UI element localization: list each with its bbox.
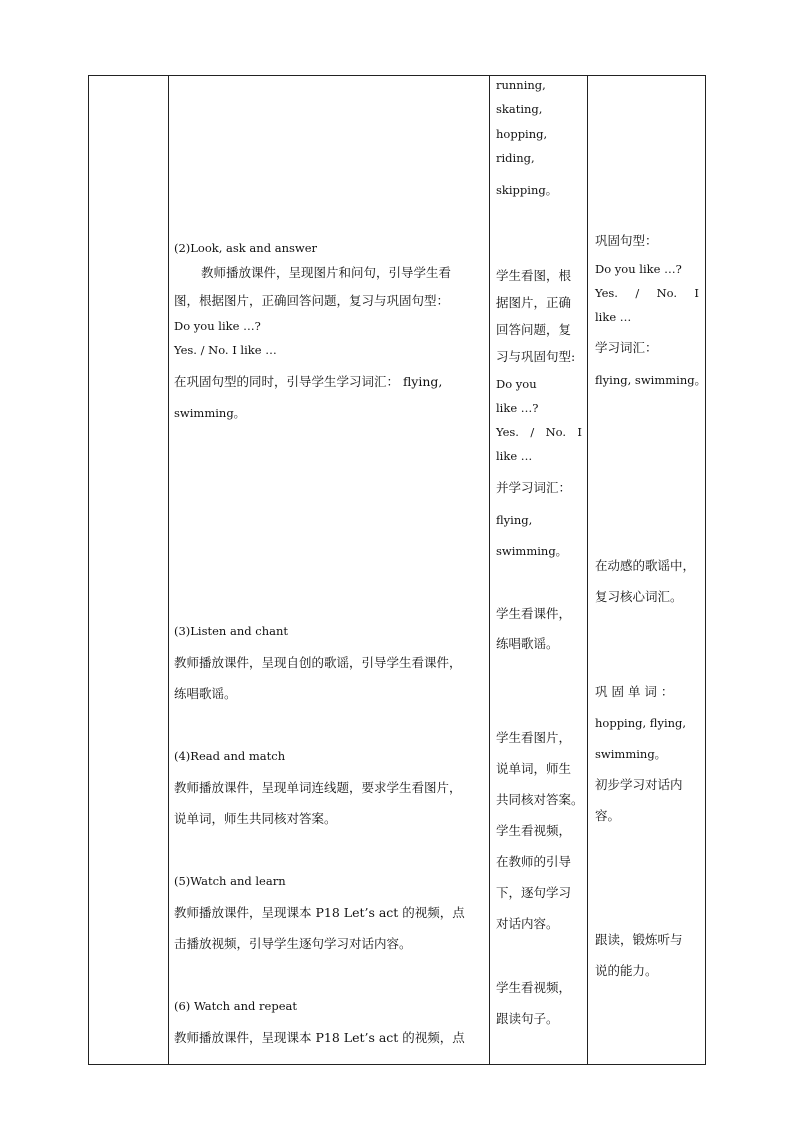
word: No. xyxy=(656,286,678,300)
text-line: 共同核对答案。 xyxy=(496,792,584,807)
text-line: 初步学习对话内 xyxy=(595,777,683,792)
text-line: swimming。 xyxy=(496,544,568,558)
word: I xyxy=(577,425,582,439)
text-line: 教师播放课件，呈现自创的歌谣，引导学生看课件， xyxy=(174,655,462,670)
text-line: 教师播放课件，呈现课本 P18 Let’s act 的视频，点 xyxy=(174,1030,465,1045)
text-line: like … xyxy=(595,310,632,324)
text-line: Yes. / No. I like … xyxy=(174,343,277,357)
text-line: 据图片，正确 xyxy=(496,295,572,310)
text-line: 对话内容。 xyxy=(496,916,559,931)
text-line: 学习词汇： xyxy=(595,340,658,355)
text-line: 练唱歌谣。 xyxy=(496,636,559,651)
section-title: (4)Read and match xyxy=(174,749,286,763)
text-line: 下，逐句学习 xyxy=(496,885,572,900)
word: / xyxy=(635,286,640,300)
text-line: hopping, flying, xyxy=(595,716,687,730)
text-line: 习与巩固句型: xyxy=(496,349,576,364)
text-line: Do you like …? xyxy=(595,262,682,276)
text-line: 在教师的引导 xyxy=(496,854,572,869)
text-line: like … xyxy=(496,449,533,463)
text-line: 教师播放课件，呈现单词连线题，要求学生看图片， xyxy=(174,780,462,795)
text-line: swimming。 xyxy=(174,406,246,420)
word: Yes. xyxy=(595,286,618,300)
text-line: 说单词，师生 xyxy=(496,761,572,776)
text-line: 说的能力。 xyxy=(595,963,658,978)
text-line: 学生看图片， xyxy=(496,730,572,745)
text-line: 图，根据图片，正确回答问题，复习与巩固句型： xyxy=(174,293,450,308)
text-line: flying, swimming。 xyxy=(595,373,707,387)
text-line: 教师播放课件，呈现课本 P18 Let’s act 的视频，点 xyxy=(174,905,465,920)
column-divider xyxy=(489,76,490,1064)
text-line: 学生看视频， xyxy=(496,823,572,838)
text-line: 回答问题，复 xyxy=(496,322,572,337)
text-line: 跟读，锻炼听与 xyxy=(595,932,683,947)
word: / xyxy=(530,425,535,439)
vocab-word: hopping, xyxy=(496,127,548,141)
text-line: 在动感的歌谣中， xyxy=(595,558,696,573)
section-title: (5)Watch and learn xyxy=(174,874,286,888)
text-line: 并学习词汇： xyxy=(496,480,572,495)
text-line: Do you like …? xyxy=(174,319,261,333)
text-line: 复习核心词汇。 xyxy=(595,589,683,604)
word: No. xyxy=(545,425,567,439)
text-line: 击播放视频，引导学生逐句学习对话内容。 xyxy=(174,936,412,951)
text-line: Do you xyxy=(496,377,537,391)
section-title: (3)Listen and chant xyxy=(174,624,289,638)
text-line: 学生看图，根 xyxy=(496,268,572,283)
vocab-word: running, xyxy=(496,78,546,92)
text-line: 容。 xyxy=(595,808,621,823)
text-line xyxy=(595,285,699,301)
text-line: 学生看视频， xyxy=(496,980,572,995)
text-line: swimming。 xyxy=(595,747,667,761)
text-line: flying, xyxy=(496,513,533,527)
column-divider xyxy=(168,76,169,1064)
text-line: 练唱歌谣。 xyxy=(174,686,237,701)
vocab-word: skating, xyxy=(496,102,543,116)
text-line xyxy=(496,424,582,440)
text-line: like …? xyxy=(496,401,539,415)
section-title: (6) Watch and repeat xyxy=(174,999,297,1013)
vocab-word: skipping。 xyxy=(496,183,558,197)
text-line: 教师播放课件，呈现图片和问句，引导学生看 xyxy=(201,265,452,280)
text-line: 说单词，师生共同核对答案。 xyxy=(174,811,337,826)
text-line: 跟读句子。 xyxy=(496,1011,559,1026)
column-divider xyxy=(587,76,588,1064)
section-title: (2)Look, ask and answer xyxy=(174,241,318,255)
text-line: 在巩固句型的同时，引导学生学习词汇： flying, xyxy=(174,374,443,389)
word: I xyxy=(694,286,699,300)
text-line: 学生看课件， xyxy=(496,606,572,621)
text-line: 巩 固 单 词 ： xyxy=(595,684,674,699)
word: Yes. xyxy=(496,425,519,439)
vocab-word: riding, xyxy=(496,151,535,165)
text-line: 巩固句型： xyxy=(595,233,658,248)
